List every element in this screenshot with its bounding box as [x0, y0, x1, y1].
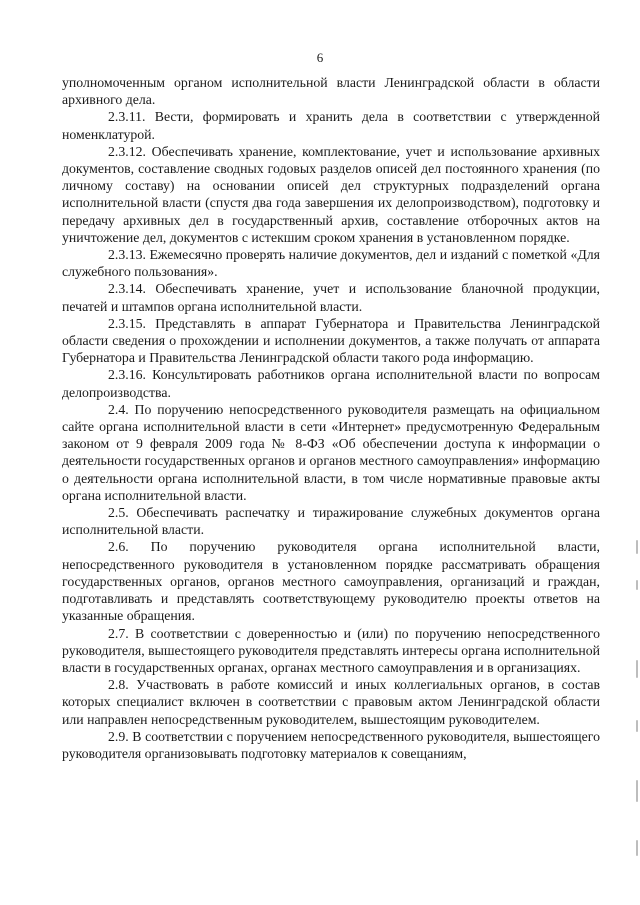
paragraph-2-6: 2.6. По поручению руководителя органа исполнительной власти, непосредственного руководителя в установленном порядке рассматривать обращения государственных органов, органов местного самоуправления, организаций и граждан, подготавливать и представлять соответствующему руководителю проекты ответов на указанные обращения. [62, 539, 600, 624]
paragraph-2-3-15: 2.3.15. Представлять в аппарат Губернатора и Правительства Ленинградской области сведения о прохождении и исполнении документов, а также получать от аппарата Губернатора и Правительства Ленинградской области такого рода информацию. [62, 315, 600, 366]
paragraph-2-8: 2.8. Участвовать в работе комиссий и иных коллегиальных органов, в состав которых специалист включен в соответствии с правовым актом Ленинградской области или направлен непосредственным руководителем, вышестоящим руководителем. [62, 677, 600, 727]
paragraph-2-3-13: 2.3.13. Ежемесячно проверять наличие документов, дел и изданий с пометкой «Для служебного пользования». [62, 247, 600, 280]
paragraph-2-3-16: 2.3.16. Консультировать работников органа исполнительной власти по вопросам делопроизводства. [62, 367, 600, 400]
paragraph-2-3-11: 2.3.11. Вести, формировать и хранить дела в соответствии с утвержденной номенклатурой. [62, 109, 600, 142]
paragraph-2-3-14: 2.3.14. Обеспечивать хранение, учет и использование бланочной продукции, печатей и штампов органа исполнительной власти. [62, 281, 600, 314]
paragraph-2-5: 2.5. Обеспечивать распечатку и тиражирование служебных документов органа исполнительной власти. [62, 505, 600, 538]
paragraph-2-3-12: 2.3.12. Обеспечивать хранение, комплектование, учет и использование архивных документов, составление сводных годовых разделов описей дел постоянного хранения (по личному составу) на основании описей дел структурных подразделений органа исполнительной власти (спустя два года завершения их делопроизводством), подготовку и передачу архивных дел в государственный архив, составление отборочных актов на уничтожение дел, документов с истекшим сроком хранения в установленном порядке. [62, 143, 600, 245]
document-body [62, 74, 600, 762]
paragraph-2-4: 2.4. По поручению непосредственного руководителя размещать на официальном сайте органа исполнительной власти в сети «Интернет» предусмотренную Федеральным законом от 9 февраля 2009 года № 8-ФЗ «Об обеспечении доступа к информации о деятельности государственных органов и органов местного самоуправления» информацию о деятельности органа исполнительной власти, в том числе нормативные правовые акты органа исполнительной власти. [62, 401, 600, 503]
paragraph-2-9: 2.9. В соответствии с поручением непосредственного руководителя, вышестоящего руководителя организовывать подготовку материалов к совещаниям, [62, 728, 600, 761]
paragraph-continuation: уполномоченным органом исполнительной власти Ленинградской области в области архивного дела. [62, 75, 600, 108]
paragraph-2-7: 2.7. В соответствии с доверенностью и (или) по поручению непосредственного руководителя, вышестоящего руководителя представлять интересы органа исполнительной власти в государственных органах, органах местного самоуправления и в организациях. [62, 625, 600, 675]
page-number: 6 [316, 50, 324, 65]
scan-edge-marks [632, 520, 638, 900]
